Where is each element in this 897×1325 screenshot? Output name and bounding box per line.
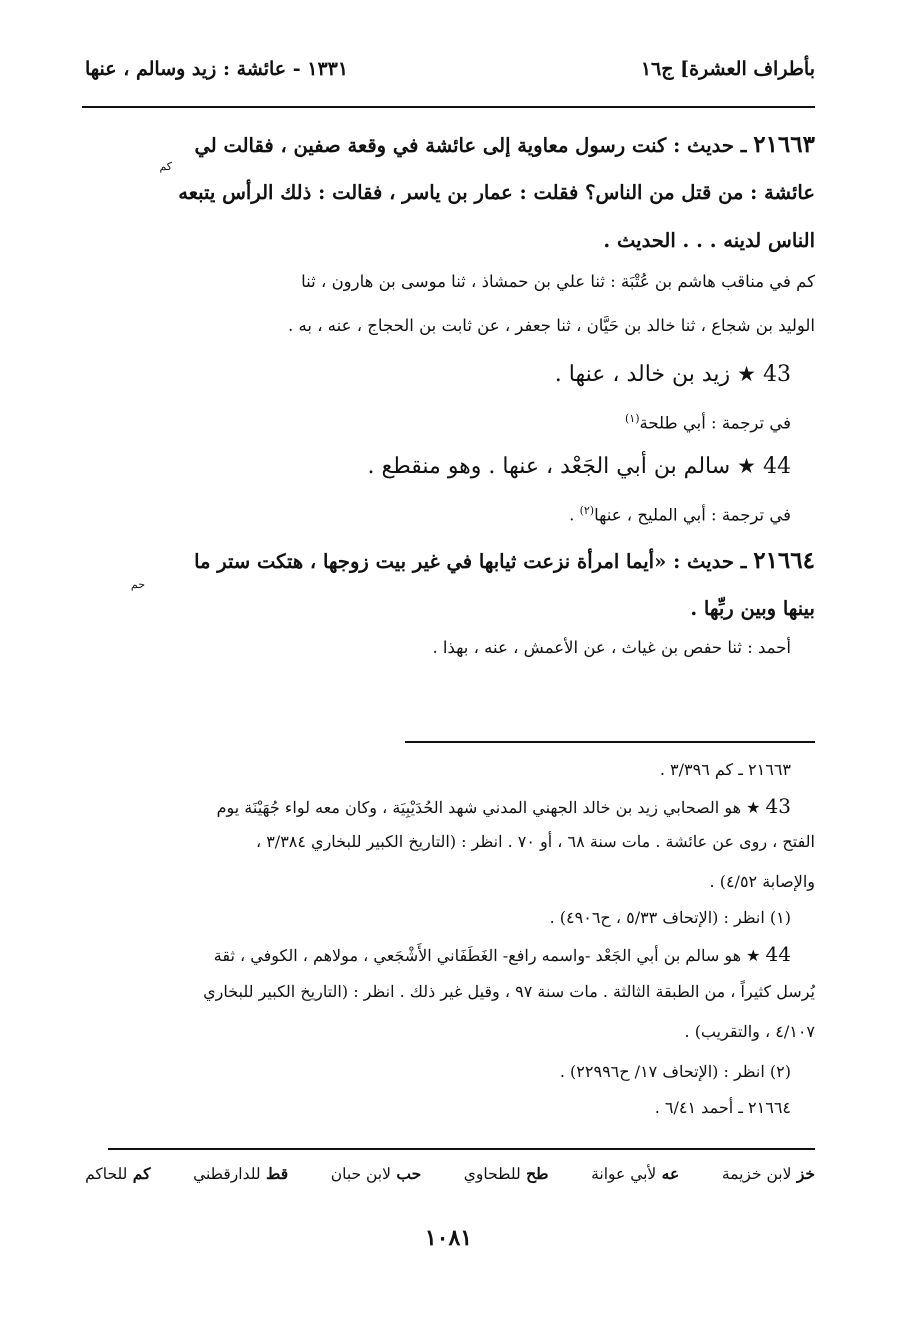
footnote-bio-43-line3: والإصابة ٤/٥٢) . (709, 872, 815, 891)
footnote-bio-44-line1: 44 ★ هو سالم بن أبي الجَعْد -واسمه رافع- الغَطَفَاني الأَشْجَعي ، مولاهم ، الكوفي ، ثقة (213, 942, 791, 966)
footnote-source-21663: ٢١٦٦٣ ـ كم ٣/٣٩٦ . (659, 760, 791, 779)
abbreviations-legend (85, 1164, 815, 1183)
abbr-item: كم للحاكم (85, 1164, 151, 1183)
footnote-marker[interactable]: (٢) (579, 504, 595, 517)
star-icon: ★ (737, 454, 756, 478)
abbreviations-rule (108, 1148, 815, 1150)
abbr-item: قط للدارقطني (193, 1164, 289, 1183)
star-icon: ★ (737, 362, 756, 386)
hadith-number: ٢١٦٦٤ (753, 547, 815, 574)
abbr-item: خز لابن خزيمة (721, 1164, 815, 1183)
entry-number: 43 (765, 794, 791, 818)
footnote-1: (١) انظر : (الإتحاف ٥/٣٣ ، ح٤٩٠٦) . (549, 908, 791, 927)
entry-number: 43 (763, 362, 791, 387)
source-superscript: كم (159, 160, 172, 173)
footnote-separator (405, 741, 815, 743)
abbr-item: حب لابن حبان (330, 1164, 422, 1183)
footnote-source-21664: ٢١٦٦٤ ـ أحمد ٦/٤١ . (654, 1098, 791, 1117)
header-rule (82, 106, 815, 108)
narrator-entry-44: 44 ★ سالم بن أبي الجَعْد ، عنها . وهو منقطع . (367, 454, 791, 479)
source-superscript: حم (130, 578, 145, 591)
isnad-ahmad: أحمد : ثنا حفص بن غياث ، عن الأعمش ، عنه ، بهذا . (432, 638, 791, 657)
page-number: ١٠٨١ (424, 1225, 473, 1251)
footnote-bio-43-line2: الفتح ، روى عن عائشة . مات سنة ٦٨ ، أو ٧٠ . انظر : (التاريخ الكبير للبخاري ٣/٣٨٤ ، (255, 832, 815, 851)
footnote-bio-44-line2: يُرسل كثيراً ، من الطبقة الثالثة . مات سنة ٩٧ ، وقيل غير ذلك . انظر : (التاريخ الكبير للبخاري (203, 982, 815, 1001)
isnad-line2: الوليد بن شجاع ، ثنا خالد بن حَيَّان ، ثنا جعفر ، عن ثابت بن الحجاج ، عنه ، به . (288, 316, 815, 335)
footnote-2: (٢) انظر : (الإتحاف ١٧/ ح٢٢٩٩٦) . (559, 1062, 791, 1081)
running-title: بأطراف العشرة] ج١٦ (640, 58, 815, 80)
entry-number: 44 (763, 454, 791, 479)
hadith-number: ٢١٦٦٣ (753, 131, 815, 158)
hadith-21663-line2: عائشة : من قتل من الناس؟ فقلت : عمار بن ياسر ، فقالت : ذلك الرأس يتبعه (178, 181, 815, 204)
footnote-marker[interactable]: (١) (625, 412, 640, 425)
tarjama-ref-44: في ترجمة : أبي المليح ، عنها$^{(٢)}$ . (569, 504, 791, 525)
footnote-bio-43-line1: 43 ★ هو الصحابي زيد بن خالد الجهني المدني شهد الحُدَيْبِيَة ، وكان معه لواء جُهَيْنَة يوم (216, 794, 791, 818)
hadith-21663-line1: ٢١٦٦٣ ـ حديث : كنت رسول معاوية إلى عائشة في وقعة صفين ، فقالت لي (194, 131, 815, 158)
abbr-item: طح للطحاوي (463, 1164, 549, 1183)
abbr-item: عه لأبي عوانة (591, 1164, 680, 1183)
tarjama-ref-43: في ترجمة : أبي طلحة$^{(١)}$ (625, 412, 791, 433)
section-title: ١٣٣١ - عائشة : زيد وسالم ، عنها (85, 58, 349, 80)
footnote-bio-44-line3: ٤/١٠٧ ، والتقريب) . (684, 1022, 815, 1041)
page-header (85, 58, 815, 92)
hadith-21664-line2: بينها وبين ربِّها . (690, 597, 815, 620)
star-icon: ★ (746, 946, 761, 965)
hadith-21664-line1: ٢١٦٦٤ ـ حديث : «أيما امرأة نزعت ثيابها في غير بيت زوجها ، هتكت ستر ما (194, 547, 815, 574)
entry-number: 44 (765, 942, 791, 966)
isnad-line1: كم في مناقب هاشم بن عُتْبَة : ثنا علي بن حمشاذ ، ثنا موسى بن هارون ، ثنا (301, 272, 815, 291)
star-icon: ★ (746, 798, 761, 817)
hadith-21663-line3: الناس لدينه . . . الحديث . (603, 229, 815, 252)
narrator-entry-43: 43 ★ زيد بن خالد ، عنها . (554, 362, 791, 387)
